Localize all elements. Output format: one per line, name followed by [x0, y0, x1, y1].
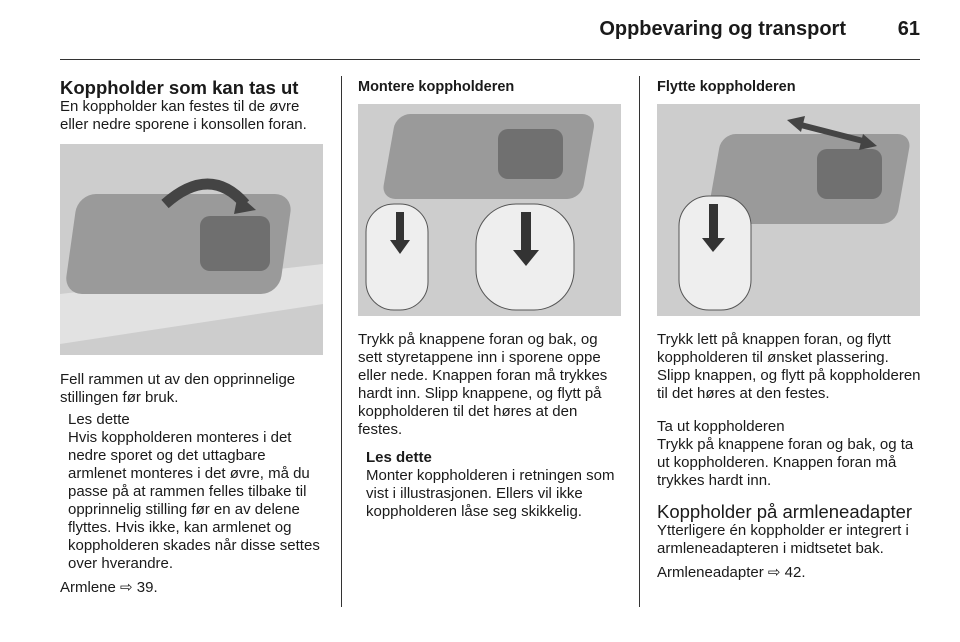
column-3 — [657, 78, 923, 582]
column-divider — [639, 76, 640, 607]
reference-label: Armlene — [60, 579, 116, 596]
note-box — [60, 411, 326, 573]
cupholder-moving-illustration — [657, 104, 920, 316]
arrow-right-outline-icon: ⇨ — [120, 579, 133, 596]
arrow-right-outline-icon: ⇨ — [767, 564, 781, 581]
cupholder-fold-illustration — [60, 144, 323, 355]
section-heading: Flytte koppholderen — [657, 79, 796, 95]
column-divider — [341, 76, 342, 607]
reference-label: Armleneadapter — [657, 564, 764, 581]
page-number: 61 — [897, 18, 920, 40]
body-text: Trykk lett på knappen foran, og flytt koppholderen til ønsket plassering. Slipp knappen, og flytt på koppholderen til det høres at den festes. — [657, 331, 921, 402]
body-text: Fell rammen ut av den opprinnelige stillingen før bruk. — [60, 371, 296, 406]
subsection-text: Trykk på knappene foran og bak, og ta ut koppholderen. Knappen foran må trykkes hardt inn. — [657, 436, 914, 489]
reference-page: 42. — [784, 564, 806, 581]
reference-link[interactable] — [60, 579, 326, 597]
note-title: Les dette — [366, 449, 432, 466]
note-title: Les dette — [68, 411, 130, 428]
body-text: Trykk på knappene foran og bak, og sett styretappene inn i sporene oppe eller nede. Knappen foran må trykkes hardt inn. Slipp knappene, og flytt på koppholderen til det høres at den festes. — [358, 331, 608, 438]
page-header-title: Oppbevaring og transport — [599, 18, 846, 40]
note-box — [358, 449, 624, 521]
note-text: Monter koppholderen i retningen som vist i illustrasjonen. Ellers vil ikke koppholderen låse seg skikkelig. — [366, 467, 615, 520]
column-2 — [358, 78, 624, 521]
column-1 — [60, 78, 326, 597]
body-text-2: Ytterligere én koppholder er integrert i armleneadapteren i midtsetet bak. — [657, 522, 909, 557]
reference-link[interactable] — [657, 564, 923, 582]
header-rule — [60, 59, 920, 60]
section-heading: Koppholder som kan tas ut — [60, 77, 299, 98]
cupholder-mounting-illustration — [358, 104, 621, 316]
section-heading-2: Koppholder på armleneadapter — [657, 501, 913, 522]
note-text: Hvis koppholderen monteres i det nedre sporet og det uttagbare armlenet monteres i det øvre, må du passe på at rammen felles tilbake til opprinnelig stilling før en av delene flyttes. Hvis ikke, kan armlenet og koppholderen skades når disse settes over hverandre. — [68, 429, 320, 572]
reference-page: 39. — [136, 579, 158, 596]
subsection-heading: Ta ut koppholderen — [657, 418, 785, 435]
intro-text: En koppholder kan festes til de øvre eller nedre sporene i konsollen foran. — [60, 98, 307, 133]
section-heading: Montere koppholderen — [358, 79, 515, 95]
